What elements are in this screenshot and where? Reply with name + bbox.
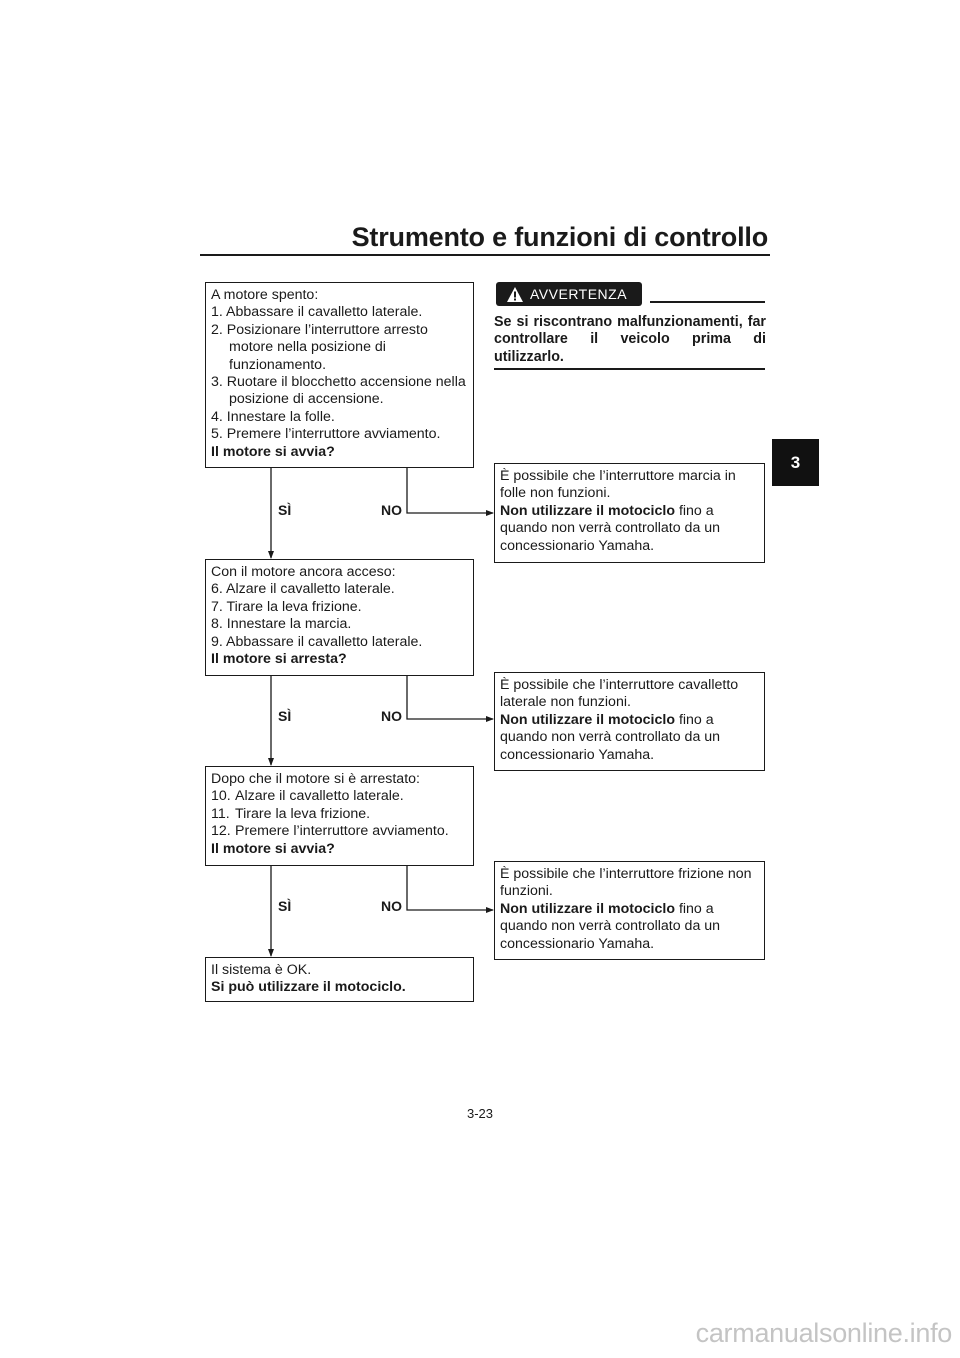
step-2-line: Con il motore ancora acceso: — [211, 564, 396, 580]
step-1-line: posizione di accensione. — [229, 391, 384, 408]
step-1-line: A motore spento: — [211, 287, 319, 303]
step-2-line: 9. Abbassare il cavalletto laterale. — [211, 633, 423, 650]
step-2-line: 8. Innestare la marcia. — [211, 616, 352, 633]
step-1-line: motore nella posizione di — [229, 339, 386, 356]
result-3-box — [494, 861, 765, 960]
step-2-line: 7. Tirare la leva frizione. — [211, 598, 362, 615]
step-1-line: 2. Posizionare l’interruttore arresto — [211, 321, 428, 338]
result-warning-line: Non utilizzare il motociclo fino a — [500, 900, 714, 917]
watermark: carmanualsonline.info — [695, 1318, 952, 1348]
result-line: quando non verrà controllato da un — [500, 729, 721, 746]
step-1-box — [205, 282, 474, 468]
step-1-line: 4. Innestare la folle. — [211, 408, 335, 425]
result-line: concessionario Yamaha. — [500, 537, 655, 554]
no-arrow-3 — [407, 866, 493, 910]
yes-label: SÌ — [278, 502, 292, 518]
warning-label: AVVERTENZA — [530, 286, 628, 302]
warning-text: Se si riscontrano malfunzionamenti, far controllare il veicolo prima di utilizzarlo. — [494, 314, 766, 365]
result-line: È possibile che l’interruttore frizione non — [500, 866, 752, 882]
result-line: folle non funzioni. — [500, 485, 611, 502]
result-2-box — [494, 672, 765, 771]
step-1-line: funzionamento. — [229, 356, 327, 373]
result-line: È possibile che l’interruttore marcia in — [500, 468, 736, 484]
no-label: NO — [381, 502, 402, 518]
result-line: laterale non funzioni. — [500, 694, 631, 711]
result-line: quando non verrà controllato da un — [500, 520, 721, 537]
no-arrow-2 — [407, 676, 493, 719]
step-3-intro: Dopo che il motore si è arrestato: — [211, 771, 420, 787]
step-3-item: 11. Tirare la leva frizione. — [211, 805, 371, 822]
result-warning-line: Non utilizzare il motociclo fino a — [500, 502, 714, 519]
page-title: Strumento e funzioni di controllo — [351, 222, 768, 252]
yes-label: SÌ — [278, 708, 292, 724]
result-line: funzioni. — [500, 883, 553, 900]
step-3-question: Il motore si avvia? — [211, 840, 335, 857]
step-1-question: Il motore si avvia? — [211, 443, 335, 460]
step-3-item: 10. Alzare il cavalletto laterale. — [211, 788, 404, 805]
step-1-line: 5. Premere l’interruttore avviamento. — [211, 426, 441, 443]
step-2-line: 6. Alzare il cavalletto laterale. — [211, 581, 395, 598]
final-box — [205, 957, 474, 1002]
final-bold: Si può utilizzare il motociclo. — [211, 979, 406, 996]
result-line: È possibile che l’interruttore cavalletto — [500, 677, 739, 693]
step-1-line: 3. Ruotare il blocchetto accensione nella — [211, 374, 466, 391]
yes-label: SÌ — [278, 898, 292, 914]
step-2-question: Il motore si arresta? — [211, 651, 347, 668]
page-number: 3-23 — [466, 1106, 494, 1121]
step-3-box — [205, 766, 474, 866]
no-label: NO — [381, 708, 402, 724]
result-1-box — [494, 463, 765, 563]
step-2-box — [205, 559, 474, 676]
no-label: NO — [381, 898, 402, 914]
final-line: Il sistema è OK. — [211, 962, 312, 978]
result-line: quando non verrà controllato da un — [500, 918, 721, 935]
step-3-item: 12. Premere l’interruttore avviamento. — [211, 823, 449, 840]
chapter-tab: 3 — [772, 439, 819, 486]
result-line: concessionario Yamaha. — [500, 746, 655, 763]
result-warning-line: Non utilizzare il motociclo fino a — [500, 711, 714, 728]
result-line: concessionario Yamaha. — [500, 935, 655, 952]
step-1-line: 1. Abbassare il cavalletto laterale. — [211, 304, 423, 321]
no-arrow-1 — [407, 468, 493, 513]
